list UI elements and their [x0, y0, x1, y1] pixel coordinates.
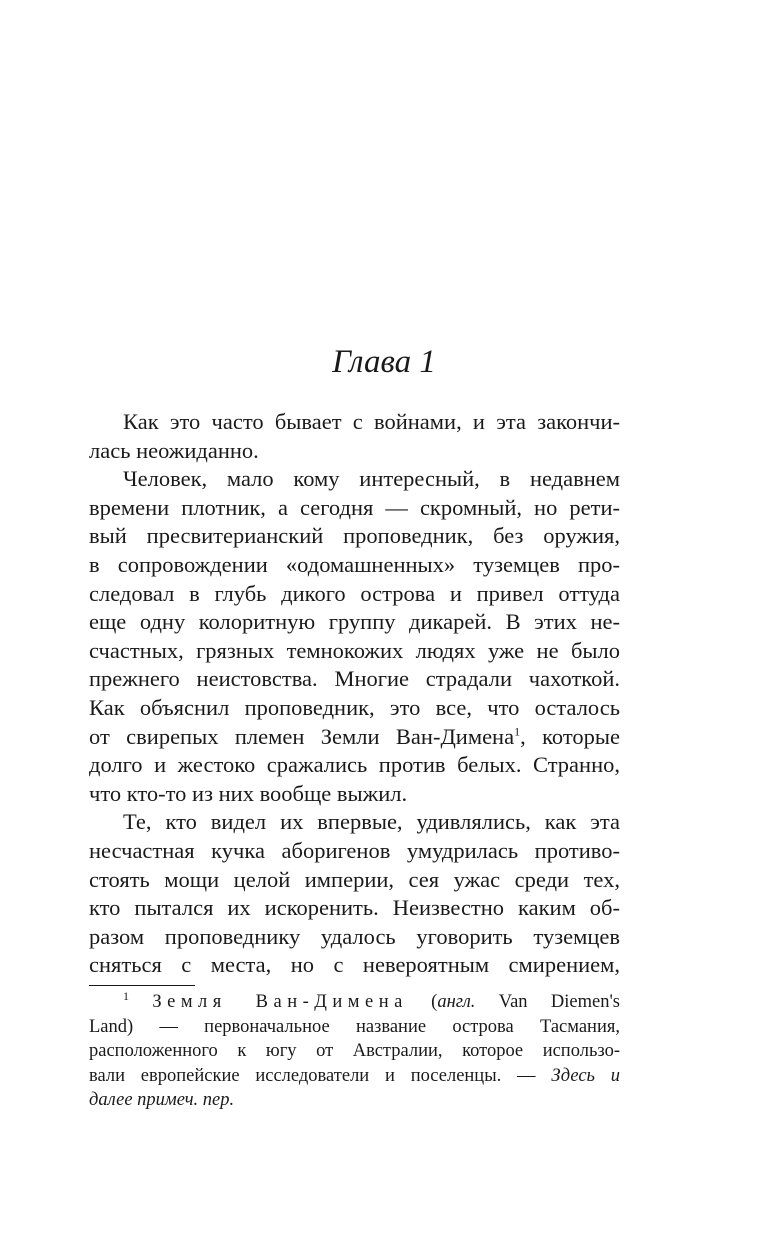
- text-line: долго и жестоко сражались против белых. Странно,: [89, 752, 620, 778]
- footnote-term: Земля Ван-Димена: [152, 992, 408, 1012]
- text-line: вый пресвитерианский проповедник, без оружия,: [89, 523, 620, 549]
- footnote-lang: англ.: [437, 992, 476, 1012]
- footnote-original: Van Diemen's: [475, 992, 621, 1012]
- text-line: Те, кто видел их впервые, удивлялись, как эта: [123, 809, 620, 835]
- footnote-text: вали европейские исследователи и поселенцы. —: [89, 1065, 552, 1086]
- footnote-line: [89, 990, 620, 1015]
- text-line: Человек, мало кому интересный, в недавнем: [123, 466, 620, 492]
- footnote-line: расположенного к югу от Австралии, которое использо-: [89, 1041, 620, 1061]
- footnote-divider: [89, 985, 195, 986]
- text-line: что кто-то из них вообще выжил.: [89, 780, 408, 806]
- text-segment: от свирепых племен Земли Ван-Димена: [89, 723, 515, 749]
- text-line: Как это часто бывает с войнами, и эта закончи-: [123, 409, 620, 434]
- text-line: прежнего неистовства. Многие страдали чахоткой.: [89, 666, 620, 692]
- text-line: еще одну колоритную группу дикарей. В этих не-: [89, 609, 620, 635]
- chapter-title: Глава 1: [332, 344, 436, 380]
- text-segment: , которые: [520, 723, 620, 749]
- footnote-note: Здесь и: [551, 1065, 620, 1086]
- text-line: лась неожиданно.: [89, 437, 259, 463]
- text-line: Как объяснил проповедник, это все, что осталось: [89, 694, 620, 720]
- footnote-mark: 1: [123, 988, 129, 1003]
- text-line: в сопровождении «одомашненных» туземцев про-: [89, 551, 620, 577]
- footnote-line: Land) — первоначальное название острова Тасмания,: [89, 1016, 620, 1037]
- footnote-line: далее примеч. пер.: [89, 1090, 235, 1110]
- footnote-reference: 1: [514, 724, 521, 739]
- footnote-line: [89, 1064, 620, 1089]
- text-line: несчастная кучка аборигенов умудрилась противо-: [89, 837, 620, 863]
- text-line: разом проповеднику удалось уговорить туземцев: [89, 923, 620, 949]
- text-line: [89, 723, 620, 752]
- footnote: [89, 990, 620, 1113]
- text-line: кто пытался их искоренить. Неизвестно каким об-: [89, 895, 620, 921]
- text-line: счастных, грязных темнокожих людях уже не было: [89, 637, 620, 663]
- main-text: [89, 408, 620, 980]
- text-line: стоять мощи целой империи, сея ужас среди тех,: [89, 866, 620, 892]
- text-line: сняться с места, но с невероятным смирением,: [89, 952, 620, 978]
- footnote-paren: (: [431, 992, 438, 1012]
- text-line: следовал в глубь дикого острова и привел оттуда: [89, 580, 620, 606]
- text-line: времени плотник, а сегодня — скромный, но рети-: [89, 494, 620, 520]
